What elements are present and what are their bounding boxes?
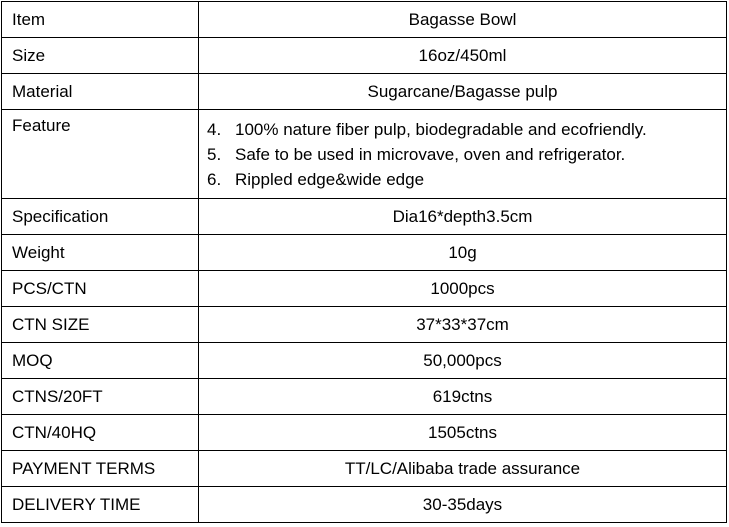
row-label-specification: Specification: [2, 199, 199, 235]
feature-number: 6.: [207, 169, 222, 189]
feature-number: 5.: [207, 144, 222, 164]
table-row: [2, 2, 727, 38]
row-value-specification: Dia16*depth3.5cm: [199, 199, 727, 235]
table-row: [2, 343, 727, 379]
feature-list: [205, 114, 720, 195]
row-label-ctn-size: CTN SIZE: [2, 307, 199, 343]
row-value-ctn-40hq: 1505ctns: [199, 415, 727, 451]
table-row: [2, 451, 727, 487]
row-value-size: 16oz/450ml: [199, 38, 727, 74]
row-value-pcs-ctn: 1000pcs: [199, 271, 727, 307]
row-value-moq: 50,000pcs: [199, 343, 727, 379]
row-label-delivery-time: DELIVERY TIME: [2, 487, 199, 523]
list-item: [207, 142, 720, 167]
row-value-delivery-time: 30-35days: [199, 487, 727, 523]
row-label-material: Material: [2, 74, 199, 110]
row-value-weight: 10g: [199, 235, 727, 271]
row-label-size: Size: [2, 38, 199, 74]
table-row: [2, 199, 727, 235]
feature-number: 4.: [207, 119, 222, 139]
table-row: [2, 38, 727, 74]
row-value-ctn-size: 37*33*37cm: [199, 307, 727, 343]
row-label-ctn-40hq: CTN/40HQ: [2, 415, 199, 451]
row-value-material: Sugarcane/Bagasse pulp: [199, 74, 727, 110]
row-label-feature: Feature: [2, 110, 199, 199]
table-row: [2, 487, 727, 523]
row-label-weight: Weight: [2, 235, 199, 271]
row-label-item: Item: [2, 2, 199, 38]
row-label-moq: MOQ: [2, 343, 199, 379]
list-item: [207, 167, 720, 192]
table-row: [2, 271, 727, 307]
row-value-feature: [199, 110, 727, 199]
table-row: [2, 74, 727, 110]
product-spec-table: [1, 1, 727, 523]
table-row: [2, 379, 727, 415]
table-row: [2, 235, 727, 271]
row-value-payment-terms: TT/LC/Alibaba trade assurance: [199, 451, 727, 487]
feature-text: Safe to be used in microvave, oven and refrigerator.: [235, 144, 626, 164]
row-value-ctns-20ft: 619ctns: [199, 379, 727, 415]
table-row: [2, 110, 727, 199]
table-row: [2, 307, 727, 343]
table-row: [2, 415, 727, 451]
row-label-ctns-20ft: CTNS/20FT: [2, 379, 199, 415]
row-label-pcs-ctn: PCS/CTN: [2, 271, 199, 307]
feature-text: 100% nature fiber pulp, biodegradable and ecofriendly.: [235, 119, 647, 139]
row-label-payment-terms: PAYMENT TERMS: [2, 451, 199, 487]
feature-text: Rippled edge&wide edge: [235, 169, 425, 189]
row-value-item: Bagasse Bowl: [199, 2, 727, 38]
list-item: [207, 117, 720, 142]
